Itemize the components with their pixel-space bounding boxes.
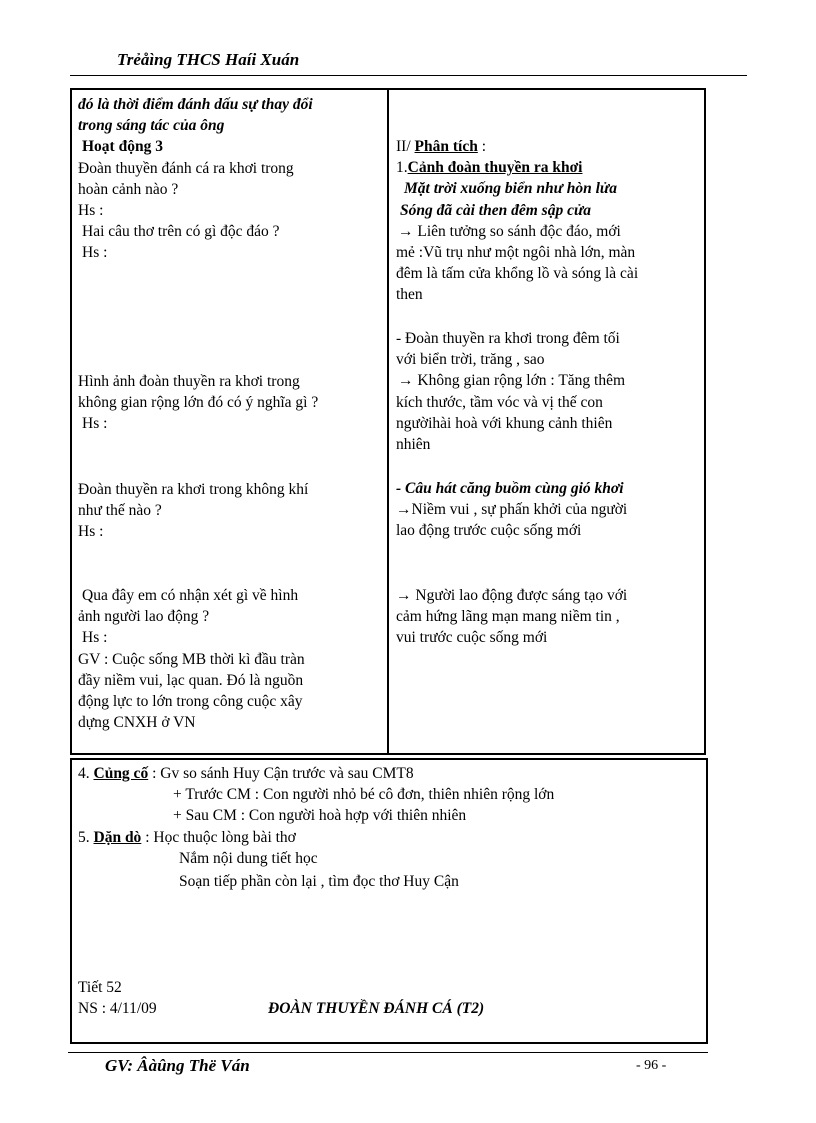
- left-column-block-3: [78, 479, 308, 543]
- text-line: - Đoàn thuyền ra khơi trong đêm tối: [396, 330, 620, 347]
- lesson-number: Tiết 52: [78, 979, 122, 996]
- text-line: Hs :: [82, 415, 108, 433]
- date-line: NS : 4/11/09: [78, 1000, 157, 1017]
- text-line: ảnh người lao động ?: [78, 608, 210, 626]
- footer-rule: [68, 1052, 708, 1053]
- left-column-block-4: [78, 585, 305, 733]
- header-rule: [70, 75, 747, 76]
- text-line: + Sau CM : Con người hoà hợp với thiên nhiên: [173, 807, 467, 824]
- text-line: Hs :: [78, 523, 104, 541]
- right-column-block-2: [396, 328, 625, 455]
- text-line: Hai câu thơ trên có gì độc đáo ?: [82, 223, 280, 241]
- left-column-block-2: [78, 371, 318, 435]
- text-line: mẻ :Vũ trụ như một ngôi nhà lớn, màn: [396, 244, 636, 262]
- text-line: Đoàn thuyền ra khơi trong không khí: [78, 481, 309, 498]
- table-column-divider: [387, 88, 389, 755]
- right-column-block-3: [396, 478, 627, 542]
- text-line: Soạn tiếp phần còn lại , tìm đọc thơ Huy Cận: [179, 873, 459, 890]
- lesson-title: ĐOÀN THUYỀN ĐÁNH CÁ (T2): [268, 1000, 485, 1017]
- consolidation-title: Củng cố: [93, 765, 149, 782]
- text-line: đầy niềm vui, lạc quan. Đó là nguồn: [78, 671, 304, 689]
- text-line: như thế nào ?: [78, 502, 162, 520]
- text-line: Hình ảnh đoàn thuyền ra khơi trong: [78, 373, 300, 390]
- text-line: nhiên: [396, 436, 431, 454]
- text-line: kích thước, tầm vóc và vị thế con: [396, 393, 603, 411]
- text-line: không gian rộng lớn đó có ý nghĩa gì ?: [78, 394, 319, 412]
- text-line: đêm là tấm cửa khổng lồ và sóng là cài: [396, 265, 639, 283]
- text-line: trong sáng tác của ông: [78, 117, 225, 135]
- text-line: Nắm nội dung tiết học: [179, 850, 318, 867]
- text-line: với biển trời, trăng , sao: [396, 351, 545, 369]
- text-line: Hs :: [78, 202, 104, 220]
- right-column-block-4: [396, 585, 627, 649]
- text-line: ngườihài hoà với khung cảnh thiên: [396, 414, 613, 432]
- activity-heading: Hoạt động 3: [82, 138, 163, 156]
- text-line: Hs :: [82, 629, 108, 647]
- right-column: [396, 136, 638, 306]
- school-header: Trẻåìng THCS Haíi Xuán: [117, 50, 300, 69]
- text-line: → Liên tưởng so sánh độc đáo, mới: [398, 222, 621, 240]
- subsection-heading: 1.Cảnh đoàn thuyền ra khơi: [396, 159, 583, 177]
- text-line: Đoàn thuyền đánh cá ra khơi trong: [78, 159, 294, 177]
- text-line: then: [396, 286, 423, 304]
- homework-line: 5. Dặn dò : Học thuộc lòng bài thơ: [78, 829, 296, 846]
- consolidation-line: 4. Củng cố : Gv so sánh Huy Cận trước và sau CMT8: [78, 765, 414, 782]
- text-line: dựng CNXH ở VN: [78, 714, 196, 732]
- text-line: GV : Cuộc sống MB thời kì đầu tràn: [78, 650, 305, 668]
- text-line: vui trước cuộc sống mới: [396, 629, 548, 647]
- section-heading: II/ Phân tích :: [396, 138, 487, 155]
- text-line: → Người lao động được sáng tạo với: [396, 587, 628, 604]
- poem-line: Sóng đã cài then đêm sập cửa: [400, 201, 591, 219]
- text-line: cảm hứng lãng mạn mang niềm tin ,: [396, 608, 620, 626]
- text-line: hoàn cảnh nào ?: [78, 180, 179, 198]
- text-line: Qua đây em có nhận xét gì về hình: [82, 587, 299, 604]
- teacher-name: GV: Âàûng Thë Ván: [105, 1056, 250, 1075]
- text-line: động lực to lớn trong công cuộc xây: [78, 693, 303, 711]
- poem-line: - Câu hát căng buồm cùng gió khơi: [396, 480, 624, 497]
- subsection-title: Cảnh đoàn thuyền ra khơi: [407, 159, 583, 177]
- text-line: → Không gian rộng lớn : Tăng thêm: [398, 372, 626, 390]
- poem-line: Mặt trời xuống biển như hòn lửa: [404, 180, 617, 198]
- text-line: →Niềm vui , sự phấn khởi của người: [396, 501, 628, 519]
- analysis-heading: Phân tích: [414, 138, 478, 155]
- text-line: đó là thời điểm đánh dấu sự thay đổi: [78, 96, 313, 113]
- text-line: lao động trước cuộc sống mới: [396, 522, 582, 540]
- page-number: - 96 -: [636, 1058, 667, 1073]
- left-column: [78, 94, 313, 264]
- homework-title: Dặn dò: [93, 829, 142, 846]
- text-line: Hs :: [82, 244, 108, 262]
- text-line: + Trước CM : Con người nhỏ bé cô đơn, thiên nhiên rộng lớn: [173, 786, 555, 803]
